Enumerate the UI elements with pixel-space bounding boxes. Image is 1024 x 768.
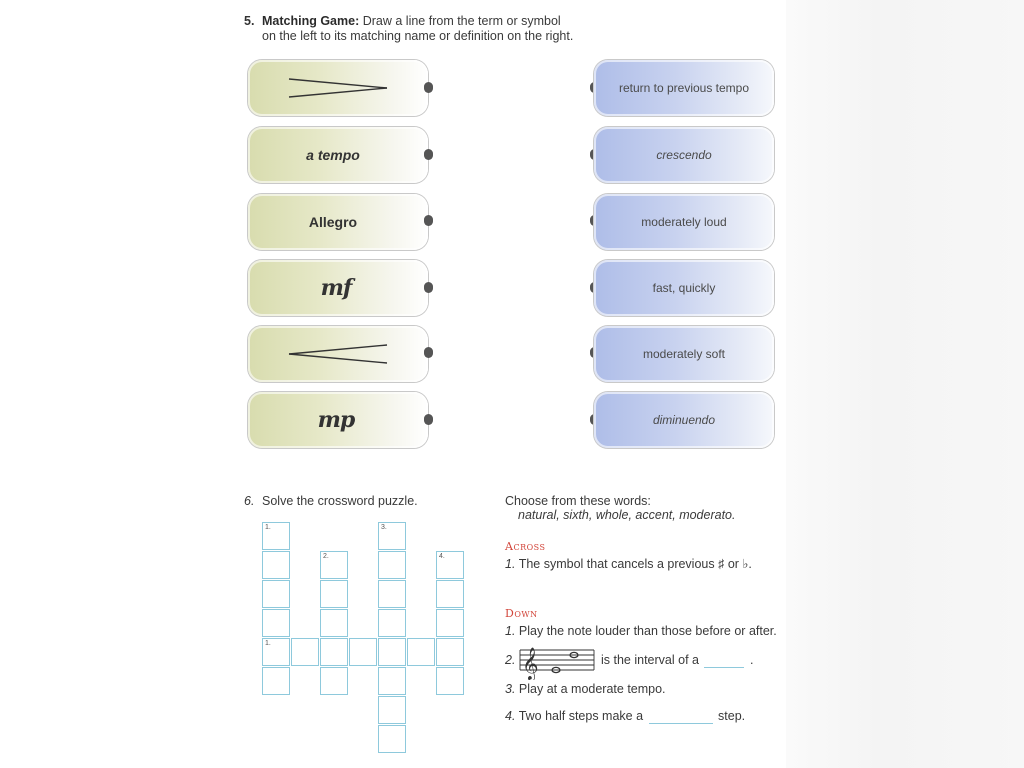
crossword-cell[interactable] [262,609,290,637]
svg-text:𝄞: 𝄞 [522,647,539,680]
left-card-4-label: mf [320,275,352,301]
right-card-5 [594,326,774,382]
left-card-6 [248,392,428,448]
crescendo-hairpin-icon [283,342,393,366]
crossword-cell[interactable] [262,638,290,666]
crossword-cell[interactable] [378,609,406,637]
crossword-cell[interactable] [378,551,406,579]
clue-number-down-3: 3. [381,524,387,531]
crossword-cell[interactable] [291,638,319,666]
question-5-instruction-line2: on the left to its matching name or definition on the right. [262,29,574,43]
right-card-2-label: crescendo [656,148,712,162]
crossword-cell[interactable] [262,580,290,608]
crossword-cell[interactable] [320,638,348,666]
down-clue-2-text: is the interval of a [601,653,699,667]
decrescendo-hairpin-icon [283,76,393,100]
right-card-2 [594,127,774,183]
left-card-6-label: mp [317,407,355,433]
left-card-5 [248,326,428,382]
down-clue-4-text: Two half steps make a [518,709,644,723]
crossword-cell[interactable] [320,551,348,579]
left-card-3 [248,194,428,250]
right-card-4 [594,260,774,316]
crossword-cell[interactable] [407,638,435,666]
left-card-6-dot[interactable] [424,414,433,425]
right-card-6 [594,392,774,448]
across-heading: Across [505,540,546,553]
left-card-3-dot[interactable] [424,215,433,226]
crossword-cell[interactable] [320,609,348,637]
down-clue-4-end: step. [718,709,746,723]
crossword-cell[interactable] [378,725,406,753]
across-clue-1-text: The symbol that cancels a previous [518,557,715,571]
right-card-3 [594,194,774,250]
left-card-2 [248,127,428,183]
clue-number-down-2: 2. [323,553,329,560]
clue-number-down-1: 1. [265,524,271,531]
crossword-cell[interactable] [320,667,348,695]
crossword-cell[interactable] [436,667,464,695]
crossword-cell[interactable] [262,667,290,695]
answer-blank[interactable] [649,711,713,724]
crossword-cell[interactable] [349,638,377,666]
question-6-number: 6. [244,494,255,508]
question-5-instructions [262,14,602,44]
crossword-cell[interactable] [262,551,290,579]
right-card-3-label: moderately loud [641,215,727,229]
down-clue-2-number: 2. [505,653,516,667]
treble-clef-staff-icon [518,640,596,680]
down-clue-4-number: 4. [505,709,516,723]
left-card-3-label: Allegro [308,214,358,230]
clue-number-down-4: 4. [439,553,445,560]
answer-blank[interactable] [704,655,744,668]
down-clue-3-text: Play at a moderate tempo. [518,682,666,696]
left-card-5-dot[interactable] [424,347,433,358]
word-choices-label: Choose from these words: [505,494,651,508]
crossword-cell[interactable] [378,522,406,550]
crossword-cell[interactable] [436,609,464,637]
across-clue-1-or: or [727,557,739,571]
left-card-4-dot[interactable] [424,282,433,293]
down-clue-2 [601,653,753,668]
crossword-cell[interactable] [378,667,406,695]
left-card-2-label: a tempo [306,147,360,163]
right-card-1 [594,60,774,116]
crossword-cell[interactable] [378,580,406,608]
page-edge-shadow [786,0,1024,768]
right-card-4-label: fast, quickly [652,281,716,295]
left-card-4 [248,260,428,316]
down-clue-3-number: 3. [505,682,516,696]
question-6-text: Solve the crossword puzzle. [262,494,418,508]
question-5-number: 5. [244,14,255,28]
down-clue-3 [505,682,666,697]
word-choices-list: natural, sixth, whole, accent, moderato. [518,508,736,522]
crossword-cell[interactable] [436,551,464,579]
crossword-cell[interactable] [436,638,464,666]
left-card-2-dot[interactable] [424,149,433,160]
flat-icon: ♭ [742,557,749,571]
down-clue-2-number-wrap [505,653,515,668]
question-5-instruction-line1: Draw a line from the term or symbol [362,14,561,28]
crossword-cell[interactable] [262,522,290,550]
left-card-1 [248,60,428,116]
across-clue-1 [505,557,752,572]
across-clue-1-end: . [748,557,752,571]
down-clue-1-text: Play the note louder than those before or after. [518,624,777,638]
left-card-1-dot[interactable] [424,82,433,93]
down-clue-4 [505,709,745,724]
right-card-6-label: diminuendo [652,413,716,427]
across-clue-1-number: 1. [505,557,516,571]
right-card-1-label: return to previous tempo [618,81,750,95]
down-clue-1 [505,624,777,639]
right-card-5-label: moderately soft [642,347,726,361]
clue-number-across-1: 1. [265,640,271,647]
question-5-title: Matching Game: [262,14,360,28]
crossword-cell[interactable] [320,580,348,608]
sharp-icon: ♯ [718,557,725,571]
down-clue-2-end: . [749,653,754,667]
down-heading: Down [505,607,538,620]
crossword-cell[interactable] [378,638,406,666]
down-clue-1-number: 1. [505,624,516,638]
crossword-cell[interactable] [436,580,464,608]
crossword-cell[interactable] [378,696,406,724]
